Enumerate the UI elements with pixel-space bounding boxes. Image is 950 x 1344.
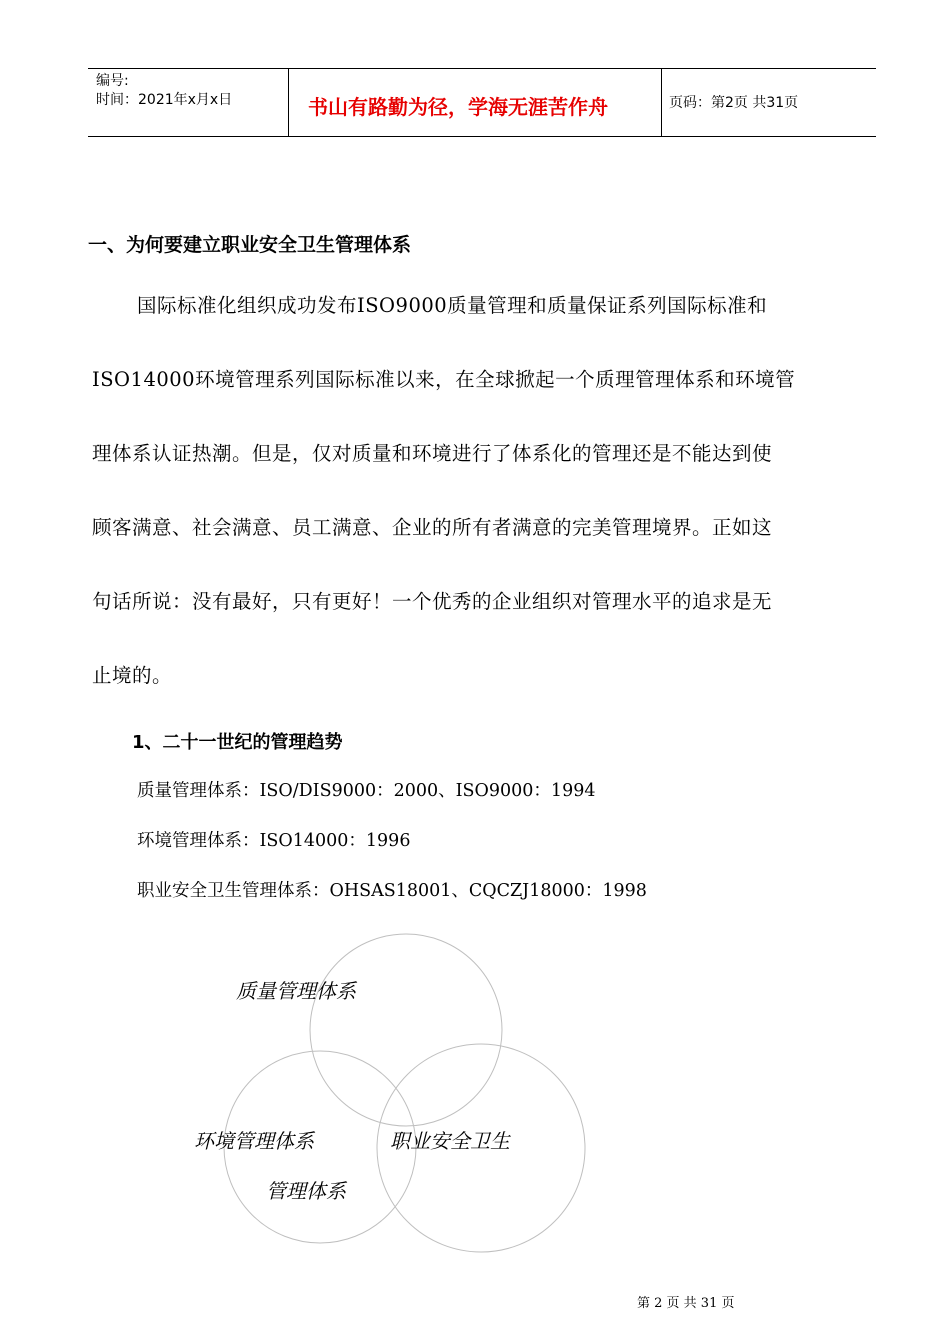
venn-label-ohs-line1: 职业安全卫生 — [390, 1129, 510, 1153]
paragraph-line: 句话所说：没有最好，只有更好！一个优秀的企业组织对管理水平的追求是无 — [92, 590, 773, 613]
venn-label-environment: 环境管理体系 — [194, 1129, 314, 1153]
header-page-number: 页码：第2页 共31页 — [669, 95, 799, 111]
paragraph-line: 顾客满意、社会满意、员工满意、企业的所有者满意的完美管理境界。正如这 — [92, 516, 773, 539]
paragraph-line: 理体系认证热潮。但是，仅对质量和环境进行了体系化的管理还是不能达到使 — [92, 442, 773, 465]
header-motto: 书山有路勤为径，学海无涯苦作舟 — [308, 95, 608, 119]
paragraph-line: 止境的。 — [92, 664, 173, 687]
page-footer: 第 2 页 共 31 页 — [637, 1296, 735, 1311]
standard-item: 质量管理体系：ISO/DIS9000：2000、ISO9000：1994 — [137, 781, 596, 801]
header-date: 时间：2021年x月x日 — [96, 92, 233, 108]
header-code-label: 编号: — [96, 73, 129, 89]
standard-item: 环境管理体系：ISO14000：1996 — [137, 831, 411, 851]
venn-label-quality: 质量管理体系 — [236, 979, 356, 1003]
section-title: 一、为何要建立职业安全卫生管理体系 — [88, 234, 412, 256]
venn-label-ohs-line2: 管理体系 — [266, 1179, 346, 1203]
paragraph-line: 国际标准化组织成功发布ISO9000质量管理和质量保证系列国际标准和 — [137, 294, 768, 317]
standard-item: 职业安全卫生管理体系：OHSAS18001、CQCZJ18000：1998 — [137, 881, 647, 901]
venn-circle-quality — [310, 934, 502, 1126]
subsection-title: 1、二十一世纪的管理趋势 — [132, 732, 343, 753]
paragraph-line: ISO14000环境管理系列国际标准以来，在全球掀起一个质理管理体系和环境管 — [92, 368, 796, 391]
